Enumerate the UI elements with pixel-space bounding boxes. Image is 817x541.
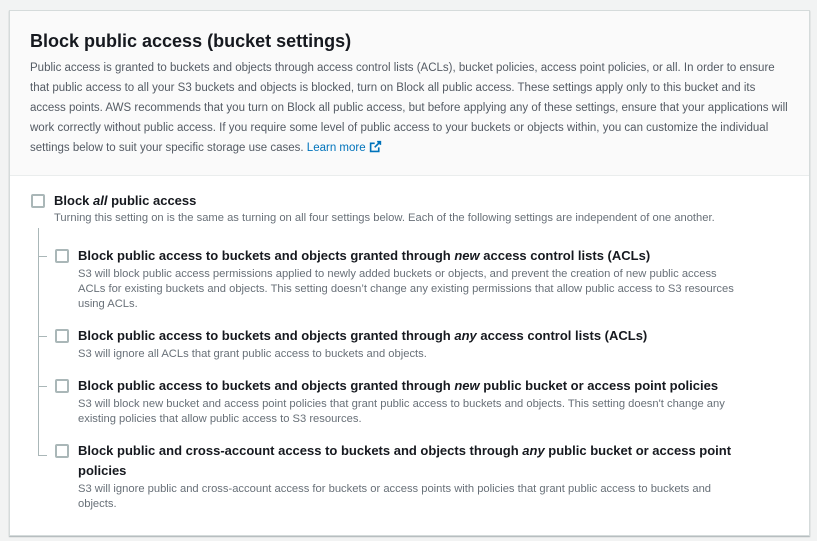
option-title-post: access control lists (ACLs): [479, 248, 651, 263]
tree-branch-1: [38, 256, 47, 257]
option-any-policies-description: [78, 482, 798, 512]
panel-description: [30, 58, 790, 158]
block-all-title-pre: Block: [54, 193, 94, 208]
option-any-acls-title: [78, 326, 647, 346]
tree-branch-2: [38, 336, 47, 337]
block-public-access-panel: [9, 10, 810, 536]
desc-line: ACLs for existing buckets and objects. This setting doesn’t change any existing permissions that allow public access to S3 resources: [78, 283, 734, 295]
panel-description-text: Public access is granted to buckets and objects through access control lists (ACLs), bucket policies, access point policies, or all. In order to ensure that public access to all your S3 buckets and objects is blocked, turn on Block all public access. These settings apply only to this bucket and its access points. AWS recommends that you turn on Block all public access, but before applying any of these settings, ensure that your applications will work correctly without public access. If you require some level of public access to your buckets or objects within, you can customize the individual settings below to suit your specific storage use cases.: [30, 62, 788, 154]
option-new-acls-description: [78, 267, 798, 312]
block-all-title: [54, 191, 196, 211]
option-title-pre: Block public and cross-account access to buckets and objects through: [78, 443, 523, 458]
desc-line: objects.: [78, 498, 117, 510]
desc-line: using ACLs.: [78, 298, 138, 310]
option-new-policies-title: [78, 376, 718, 396]
block-all-description: Turning this setting on is the same as turning on all four settings below. Each of the following settings are independent of one another.: [54, 212, 715, 224]
panel-title: Block public access (bucket settings): [30, 31, 352, 51]
block-all-title-em: all: [93, 193, 108, 208]
tree-branch-3: [38, 386, 47, 387]
tree-branch-4: [38, 455, 47, 456]
option-title-pre: Block public access to buckets and objects granted through: [78, 248, 455, 263]
desc-line: existing policies that allow public access to S3 resources.: [78, 413, 362, 425]
panel-header: [10, 11, 809, 176]
option-title-post: access control lists (ACLs): [476, 328, 648, 343]
tree-line: [38, 228, 39, 456]
option-new-acls-title: [78, 246, 650, 266]
desc-line: S3 will block public access permissions applied to newly added buckets or objects, and prevent the creation of new public access: [78, 268, 717, 280]
option-title-em: new: [454, 248, 480, 263]
option-title-pre: Block public access to buckets and objects granted through: [78, 378, 455, 393]
option-new-acls-checkbox[interactable]: [55, 249, 69, 263]
option-any-policies-checkbox[interactable]: [55, 444, 69, 458]
option-any-policies-title: [78, 441, 778, 481]
learn-more-link[interactable]: [307, 142, 382, 154]
option-title-em: any: [522, 443, 545, 458]
option-any-acls-description: [78, 347, 798, 362]
option-title-post: public bucket or access point: [544, 443, 732, 458]
learn-more-label: Learn more: [306, 142, 366, 154]
option-title-line2: policies: [78, 463, 127, 478]
block-all-checkbox[interactable]: [31, 194, 45, 208]
option-title-em: new: [454, 378, 480, 393]
option-any-acls-checkbox[interactable]: [55, 329, 69, 343]
option-new-policies-checkbox[interactable]: [55, 379, 69, 393]
block-all-title-post: public access: [107, 193, 197, 208]
option-title-pre: Block public access to buckets and objects granted through: [78, 328, 455, 343]
desc-line: S3 will ignore all ACLs that grant public access to buckets and objects.: [78, 348, 427, 360]
option-new-policies-description: [78, 397, 798, 427]
option-title-post: public bucket or access point policies: [479, 378, 719, 393]
option-title-em: any: [454, 328, 477, 343]
external-link-icon: [369, 140, 382, 153]
desc-line: S3 will block new bucket and access point policies that grant public access to buckets and objects. This setting doesn't change any: [78, 398, 725, 410]
desc-line: S3 will ignore public and cross-account access for buckets or access points with policies that grant public access to buckets and: [78, 483, 712, 495]
